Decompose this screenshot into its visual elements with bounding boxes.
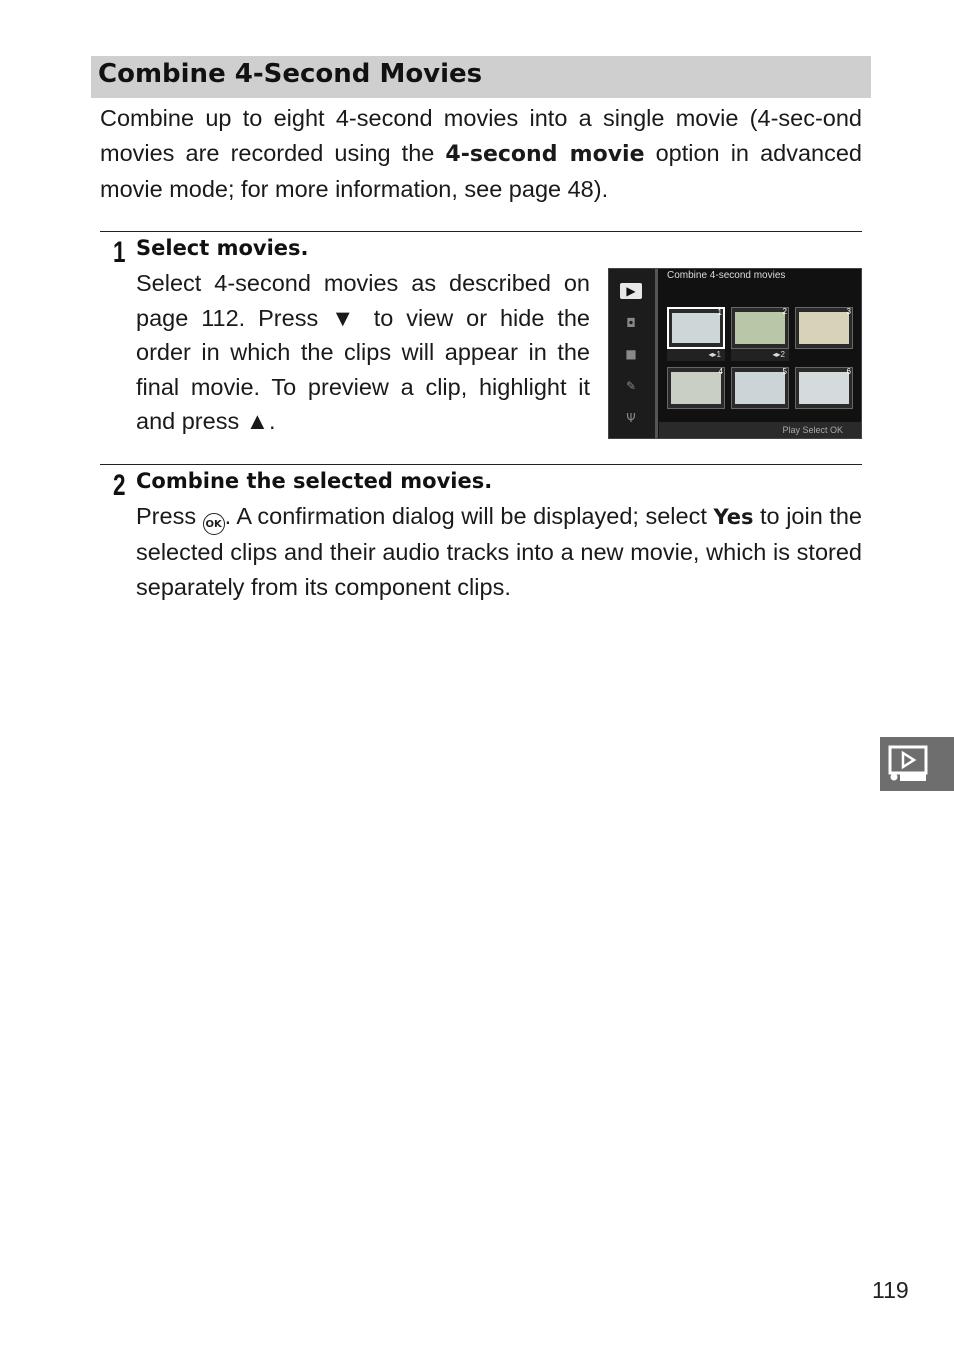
thumbnail: 1 (667, 307, 725, 349)
setup-icon: Ψ (626, 411, 636, 425)
step-2-rule (100, 464, 862, 465)
page-number: 119 (872, 1277, 909, 1303)
shooting-icon: ◘ (626, 316, 636, 330)
thumbnail: 4 (667, 367, 725, 409)
section-heading-bar (91, 56, 871, 98)
step-1-text: Select 4-second movies as described on page 112. Press ▼ to view or hide the order in which the clips will appear in the final movie. To preview a clip, highlight it and press ▲. (136, 270, 590, 434)
thumbnail: 6 (795, 367, 853, 409)
step-1-title: Select movies. (136, 236, 309, 260)
step-2-bold-option: Yes (713, 505, 754, 529)
step-2-text (136, 499, 862, 604)
screen-footer: Play Select OK (659, 422, 861, 438)
intro-bold-term: 4-second movie (445, 142, 645, 167)
thumbnail: 2 (731, 307, 789, 349)
step-2-title: Combine the selected movies. (136, 469, 493, 493)
order-label: ◂▸2 (731, 349, 789, 361)
custom-icon: ✎ (625, 379, 637, 393)
camera-screen (608, 268, 862, 439)
intro-text-end: option in advanced movie mode; for more information, see page 48). (100, 140, 862, 202)
intro-text-start: Combine up to eight 4-second movies into a single movie (4-sec-ond movies are recorded using the (100, 105, 862, 166)
step-2-number: 2 (113, 469, 126, 502)
step-2-text-end: to join the selected clips and their audio tracks into a new movie, which is stored separately from its component clips. (136, 503, 862, 600)
playback-icon: ▶ (620, 283, 642, 299)
intro-paragraph (100, 101, 862, 207)
menu-sidebar (609, 269, 658, 438)
step-2-text-middle: . A confirmation dialog will be displayed; select (224, 503, 714, 529)
step-2-text-start: Press (136, 503, 203, 529)
step-1-rule (100, 231, 862, 232)
screen-title: Combine 4-second movies (667, 270, 786, 281)
thumbnail: 3 (795, 307, 853, 349)
order-label: ◂▸1 (667, 349, 725, 361)
movie-icon: ■ (625, 347, 637, 361)
playback-menu-icon (880, 737, 954, 791)
thumbnail: 5 (731, 367, 789, 409)
ok-button-icon: OK (203, 513, 225, 535)
step-1-number: 1 (113, 236, 126, 269)
section-heading: Combine 4-Second Movies (98, 59, 483, 89)
playback-menu-tab (880, 737, 954, 791)
